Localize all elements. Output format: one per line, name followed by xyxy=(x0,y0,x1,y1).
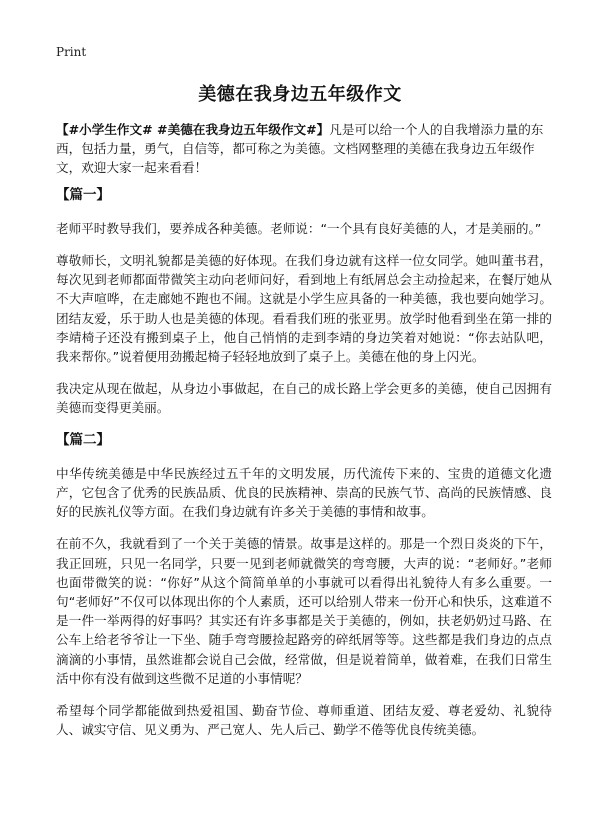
print-link[interactable]: Print xyxy=(56,45,87,59)
intro-text: 凡是可以给一个人的自我增添力量的东西，包括力量，勇气，自信等，都可称之为美德。文档网整理的美德在我身边五年级作文，欢迎大家一起来看看！ xyxy=(56,122,544,176)
section-2-paragraph-2: 在前不久，我就看到了一个关于美德的情景。故事是这样的。那是一个烈日炎炎的下午，我正回班，只见一名同学，只要一见到老师就微笑的弯弯腰，大声的说：“老师好。”老师也面带微笑的说：“你好”从这个简简单单的小事就可以看得出礼貌待人有多么重要。一句“老师好”不仅可以体现出你的个人素质，还可以给别人带来一份开心和快乐，这难道不是一件一举两得的好事吗？其实还有许多事都是关于美德的，例如，扶老奶奶过马路、在公车上给老爷爷让一下坐、随手弯弯腰捡起路旁的碎纸屑等等。这些都是我们身边的点点滴滴的小事情，虽然谁都会说自己会做，经常做，但是说着简单，做着难，在我们日常生活中你有没有做到这些微不足道的小事情呢？ xyxy=(56,536,552,686)
section-heading-1: 【篇一】 xyxy=(56,186,110,203)
section-1-paragraph-3: 我决定从现在做起，从身边小事做起，在自己的成长路上学会更多的美德，使自己因拥有美德而变得更美丽。 xyxy=(56,381,552,416)
section-heading-2: 【篇二】 xyxy=(56,431,110,448)
section-1-paragraph-2: 尊敬师长，文明礼貌都是美德的好体现。在我们身边就有这样一位女同学。她叫董书君，每次见到老师都面带微笑主动向老师问好，看到地上有纸屑总会主动捡起来，在餐厅她从不大声喧哗，在走廊她不跑也不闹。这就是小学生应具备的一种美德，我也要向她学习。团结友爱，乐于助人也是美德的体现。看看我们班的张亚男。放学时他看到坐在第一排的李靖椅子还没有搬到桌子上，他自己悄悄的走到李靖的身边笑着对她说：“你去站队吧，我来帮你。”说着便用劲搬起椅子轻轻地放到了桌子上。美德在他的身上闪光。 xyxy=(56,253,552,365)
article-body xyxy=(56,120,552,752)
section-2-paragraph-1: 中华传统美德是中华民族经过五千年的文明发展，历代流传下来的、宝贵的道德文化遗产，它包含了优秀的民族品质、优良的民族精神、崇高的民族气节、高尚的民族情感、良好的民族礼仪等方面。在我们身边就有许多关于美德的事情和故事。 xyxy=(56,465,552,520)
intro-paragraph xyxy=(56,120,552,178)
section-1-paragraph-1: 老师平时教导我们，要养成各种美德。老师说：“一个具有良好美德的人，才是美丽的。” xyxy=(56,220,542,236)
intro-tag: 【#小学生作文# #美德在我身边五年级作文#】 xyxy=(56,122,330,137)
page-title: 美德在我身边五年级作文 xyxy=(198,84,402,105)
section-2-paragraph-3: 希望每个同学都能做到热爱祖国、勤奋节俭、尊师重道、团结友爱、尊老爱幼、礼貌待人、诚实守信、见义勇为、严己宽人、先人后己、勤学不倦等优良传统美德。 xyxy=(56,703,552,738)
